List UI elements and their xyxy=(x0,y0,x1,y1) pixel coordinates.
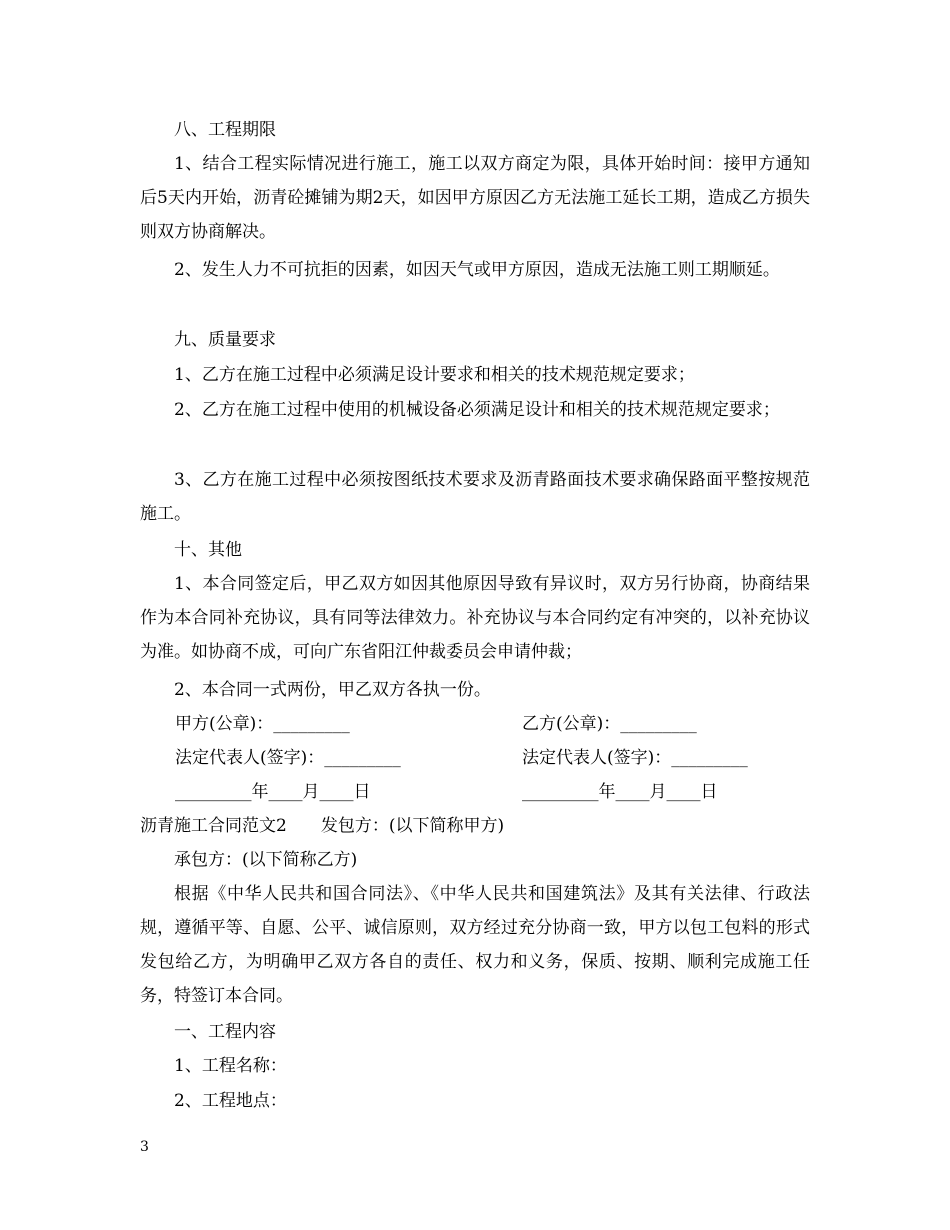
section-9-paragraph-1: 1、乙方在施工过程中必须满足设计要求和相关的技术规范规定要求； xyxy=(174,365,695,385)
project-location-item: 2、工程地点： xyxy=(174,1091,287,1111)
section-8-heading: 八、工程期限 xyxy=(174,120,276,140)
page-number: 3 xyxy=(140,1139,149,1155)
party-a-date-line: _________年____月____日 xyxy=(175,782,371,802)
section-10-paragraph-2: 2、本合同一式两份，甲乙双方各执一份。 xyxy=(174,680,491,700)
party-a-representative-line: 法定代表人(签字)：_________ xyxy=(175,748,401,768)
section-8-paragraph-1: 1、结合工程实际情况进行施工，施工以双方商定为限，具体开始时间：接甲方通知后5天内开始，沥青砼摊铺为期2天，如因甲方原因乙方无法施工延长工期，造成乙方损失则双方协商解决。 xyxy=(140,154,810,242)
party-b-seal-line: 乙方(公章)：_________ xyxy=(522,714,697,734)
project-name-item: 1、工程名称： xyxy=(174,1056,287,1076)
contract-2-title-line: 沥青施工合同范文2 发包方：(以下简称甲方) xyxy=(140,816,505,836)
section-8-paragraph-2: 2、发生人力不可抗拒的因素，如因天气或甲方原因，造成无法施工则工期顺延。 xyxy=(174,260,780,280)
contract-2-section-1-heading: 一、工程内容 xyxy=(174,1022,276,1042)
section-9-heading: 九、质量要求 xyxy=(174,330,276,350)
section-10-heading: 十、其他 xyxy=(174,540,242,560)
party-b-representative-line: 法定代表人(签字)：_________ xyxy=(522,748,748,768)
contract-2-preamble: 根据《中华人民共和国合同法》、《中华人民共和国建筑法》及其有关法律、行政法规，遵循平等、自愿、公平、诚信原则，双方经过充分协商一致，甲方以包工包料的形式发包给乙方，为明确甲乙双方各自的责任、权力和义务，保质、按期、顺利完成施工任务，特签订本合同。 xyxy=(140,884,810,1006)
section-10-paragraph-1: 1、本合同签定后，甲乙双方如因其他原因导致有异议时，双方另行协商，协商结果作为本合同补充协议，具有同等法律效力。补充协议与本合同约定有冲突的，以补充协议为准。如协商不成，可向广东省阳江仲裁委员会申请仲裁； xyxy=(140,574,810,662)
contractor-line: 承包方：(以下简称乙方) xyxy=(174,850,358,870)
section-9-paragraph-3: 3、乙方在施工过程中必须按图纸技术要求及沥青路面技术要求确保路面平整按规范施工。 xyxy=(140,470,810,524)
section-9-paragraph-2: 2、乙方在施工过程中使用的机械设备必须满足设计和相关的技术规范规定要求； xyxy=(174,400,780,420)
party-b-date-line: _________年____月____日 xyxy=(522,782,718,802)
party-a-seal-line: 甲方(公章)：_________ xyxy=(175,714,350,734)
